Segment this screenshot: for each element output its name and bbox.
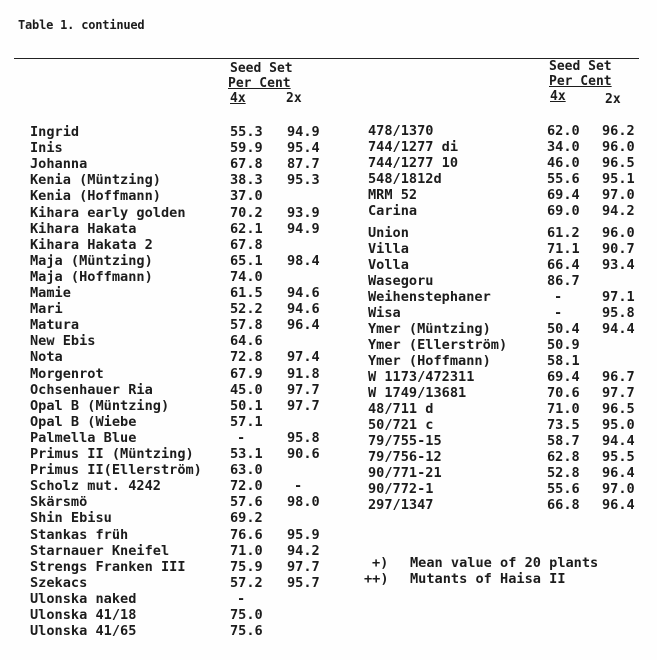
value-4x: 52.2 [230, 301, 263, 318]
table-row [368, 225, 653, 241]
value-2x: 94.6 [287, 285, 320, 301]
table-row [368, 449, 653, 465]
row-name: Primus II(Ellerström) [30, 462, 202, 479]
value-4x: 55.6 [547, 481, 580, 497]
table-row [30, 494, 330, 510]
row-name: New Ebis [30, 333, 96, 350]
value-4x: 69.2 [230, 510, 263, 527]
value-2x: 93.9 [287, 204, 320, 221]
table-row [30, 607, 330, 623]
left-col-4x: 4x [230, 91, 246, 106]
value-4x: - [237, 590, 246, 607]
value-4x: 75.6 [230, 623, 263, 640]
row-name: Ymer (Müntzing) [368, 321, 491, 337]
table-row [30, 366, 330, 382]
row-name: W 1173/472311 [368, 369, 475, 385]
value-4x: - [237, 429, 246, 446]
table-row [368, 171, 653, 187]
table-row [368, 353, 653, 369]
table-row [368, 337, 653, 353]
row-name: Maja (Müntzing) [30, 252, 153, 269]
value-4x: 63.0 [230, 462, 263, 479]
value-4x: 34.0 [547, 139, 580, 155]
row-name: Szekacs [30, 574, 88, 591]
row-name: Ulonska naked [30, 590, 137, 607]
row-name: Ulonska 41/65 [30, 623, 137, 640]
value-4x: 86.7 [547, 273, 580, 289]
value-2x: 94.9 [287, 220, 320, 237]
table-row [30, 446, 330, 462]
row-name: 50/721 c [368, 417, 434, 433]
value-4x: 64.6 [230, 333, 263, 350]
value-2x: 96.4 [602, 497, 635, 513]
value-2x: 95.8 [602, 305, 635, 321]
value-4x: 50.4 [547, 321, 580, 337]
table-row [30, 382, 330, 398]
row-name: 478/1370 [368, 123, 434, 139]
table-row [30, 414, 330, 430]
row-name: Opal B (Wiebe [30, 413, 137, 430]
value-4x: 73.5 [547, 417, 580, 433]
footnote-text: Mean value of 20 plants [410, 555, 599, 571]
row-name: 79/755-15 [368, 433, 442, 449]
value-4x: 65.1 [230, 252, 263, 269]
table-row [30, 285, 330, 301]
table-row [368, 433, 653, 449]
value-4x: 57.1 [230, 413, 263, 430]
table-row [368, 241, 653, 257]
row-name: Kenia (Hoffmann) [30, 188, 161, 205]
table-row [368, 187, 653, 203]
value-4x: 71.0 [547, 401, 580, 417]
header-rule [14, 58, 639, 59]
value-2x: 97.7 [602, 385, 635, 401]
value-2x: 96.2 [602, 123, 635, 139]
left-header [228, 61, 293, 91]
value-2x: 98.0 [287, 494, 320, 511]
table-row [30, 430, 330, 446]
value-4x: - [554, 305, 563, 321]
value-2x: 93.4 [602, 257, 635, 273]
table-row [368, 385, 653, 401]
table-row [30, 317, 330, 333]
row-name: Kenia (Müntzing) [30, 172, 161, 189]
value-2x: 98.4 [287, 252, 320, 269]
left-col-2x: 2x [286, 91, 302, 106]
value-2x: 95.1 [602, 171, 635, 187]
row-name: Union [368, 225, 409, 241]
value-4x: 46.0 [547, 155, 580, 171]
row-name: W 1749/13681 [368, 385, 467, 401]
row-name: 548/1812d [368, 171, 442, 187]
row-name: 744/1277 di [368, 139, 459, 155]
value-4x: 70.2 [230, 204, 263, 221]
row-name: 744/1277 10 [368, 155, 459, 171]
row-name: Nota [30, 349, 63, 366]
value-2x: 94.2 [287, 542, 320, 559]
row-name: Morgenrot [30, 365, 104, 382]
row-name: Villa [368, 241, 409, 257]
row-name: Wasegoru [368, 273, 434, 289]
row-name: Volla [368, 257, 409, 273]
value-4x: 57.8 [230, 317, 263, 334]
value-4x: 53.1 [230, 446, 263, 462]
value-2x: 90.7 [602, 241, 635, 257]
table-row [368, 305, 653, 321]
value-4x: - [554, 289, 563, 305]
row-name: Johanna [30, 156, 88, 173]
table-row [30, 237, 330, 253]
row-name: 79/756-12 [368, 449, 442, 465]
table-row [368, 155, 653, 171]
table-row [30, 188, 330, 204]
value-4x: 61.2 [547, 225, 580, 241]
table-row [30, 462, 330, 478]
left-header-line1: Seed Set [230, 61, 293, 76]
value-4x: 70.6 [547, 385, 580, 401]
table-row [368, 497, 653, 513]
row-name: Scholz mut. 4242 [30, 478, 161, 495]
footnote-1 [372, 555, 652, 571]
right-col-4x: 4x [550, 89, 566, 104]
value-4x: 38.3 [230, 172, 263, 189]
table-row [368, 401, 653, 417]
value-4x: 58.7 [547, 433, 580, 449]
row-name: Maja (Hoffmann) [30, 268, 153, 285]
value-2x: 95.4 [287, 140, 320, 157]
table-row [30, 591, 330, 607]
value-2x: 91.8 [287, 365, 320, 382]
value-2x: 94.9 [287, 124, 320, 140]
right-header-line2: Per Cent [549, 74, 612, 89]
value-2x: 96.7 [602, 369, 635, 385]
row-name: Mamie [30, 285, 71, 301]
value-4x: 62.8 [547, 449, 580, 465]
value-4x: 45.0 [230, 381, 263, 398]
row-name: Kihara Hakata 2 [30, 236, 153, 253]
row-name: Palmella Blue [30, 429, 137, 446]
value-4x: 55.6 [547, 171, 580, 187]
table-row [368, 417, 653, 433]
value-4x: 71.0 [230, 542, 263, 559]
value-4x: 69.4 [547, 187, 580, 203]
footnote-mark: ++) [364, 571, 389, 587]
value-2x: - [294, 478, 303, 495]
table-row [368, 481, 653, 497]
value-2x: 94.4 [602, 321, 635, 337]
value-4x: 67.8 [230, 236, 263, 253]
table-row [30, 156, 330, 172]
value-4x: 57.6 [230, 494, 263, 511]
value-4x: 57.2 [230, 574, 263, 591]
value-2x: 96.0 [602, 225, 635, 241]
value-2x: 97.7 [287, 558, 320, 575]
table-row [368, 289, 653, 305]
table-row [368, 203, 653, 219]
value-2x: 94.2 [602, 203, 635, 219]
table-row [30, 527, 330, 543]
value-4x: 75.0 [230, 607, 263, 623]
row-name: Strengs Franken III [30, 558, 186, 575]
value-4x: 72.0 [230, 478, 263, 495]
table-row [30, 559, 330, 575]
table-row [30, 124, 330, 140]
value-2x: 96.4 [287, 317, 320, 334]
row-name: Skärsmö [30, 494, 88, 511]
row-name: Kihara early golden [30, 204, 186, 221]
right-col-2x: 2x [605, 92, 621, 107]
row-name: Stankas früh [30, 526, 129, 543]
row-name: 90/772-1 [368, 481, 434, 497]
table-row [30, 253, 330, 269]
footnote-mark: +) [372, 555, 389, 571]
value-2x: 95.8 [287, 429, 320, 446]
row-name: 90/771-21 [368, 465, 442, 481]
value-2x: 95.7 [287, 574, 320, 591]
value-2x: 95.0 [602, 417, 635, 433]
value-4x: 69.4 [547, 369, 580, 385]
table-row [368, 123, 653, 139]
value-2x: 95.9 [287, 526, 320, 543]
value-4x: 74.0 [230, 268, 263, 285]
row-name: MRM 52 [368, 187, 418, 203]
table-row [368, 273, 653, 289]
table-row [368, 257, 653, 273]
row-name: Ulonska 41/18 [30, 607, 137, 623]
value-4x: 62.0 [547, 123, 580, 139]
table-row [30, 575, 330, 591]
value-4x: 50.1 [230, 397, 263, 414]
value-4x: 50.9 [547, 337, 580, 353]
row-name: Weihenstephaner [368, 289, 491, 305]
table-caption: Table 1. continued [18, 18, 145, 32]
row-name: Wisa [368, 305, 401, 321]
row-name: Starnauer Kneifel [30, 542, 170, 559]
value-4x: 72.8 [230, 349, 263, 366]
table-row [30, 333, 330, 349]
row-name: Kihara Hakata [30, 220, 137, 237]
row-name: Opal B (Müntzing) [30, 397, 170, 414]
row-name: Ochsenhauer Ria [30, 381, 153, 398]
value-4x: 71.1 [547, 241, 580, 257]
value-4x: 66.8 [547, 497, 580, 513]
right-header-line1: Seed Set [549, 59, 612, 74]
value-4x: 52.8 [547, 465, 580, 481]
row-name: Ymer (Hoffmann) [368, 353, 491, 369]
row-name: Ymer (Ellerström) [368, 337, 508, 353]
value-4x: 76.6 [230, 526, 263, 543]
table-row [368, 321, 653, 337]
value-2x: 96.5 [602, 401, 635, 417]
value-4x: 55.3 [230, 124, 263, 140]
value-2x: 97.7 [287, 397, 320, 414]
value-4x: 69.0 [547, 203, 580, 219]
value-2x: 97.4 [287, 349, 320, 366]
value-4x: 67.9 [230, 365, 263, 382]
table-row [30, 301, 330, 317]
value-2x: 97.0 [602, 187, 635, 203]
left-header-line2: Per Cent [228, 76, 291, 91]
table-row [30, 269, 330, 285]
value-4x: 75.9 [230, 558, 263, 575]
table-row [30, 172, 330, 188]
table-row [30, 221, 330, 237]
value-2x: 94.4 [602, 433, 635, 449]
value-2x: 95.5 [602, 449, 635, 465]
value-4x: 67.8 [230, 156, 263, 173]
table-row [30, 510, 330, 526]
value-4x: 66.4 [547, 257, 580, 273]
table-row [30, 140, 330, 156]
value-2x: 97.1 [602, 289, 635, 305]
row-name: Inis [30, 140, 63, 157]
value-2x: 96.0 [602, 139, 635, 155]
table-row [368, 465, 653, 481]
value-4x: 61.5 [230, 285, 263, 301]
table-row [30, 623, 330, 639]
value-4x: 62.1 [230, 220, 263, 237]
row-name: Shin Ebisu [30, 510, 112, 527]
footnote-text: Mutants of Haisa II [410, 571, 566, 587]
row-name: 48/711 d [368, 401, 434, 417]
table-row [30, 478, 330, 494]
table-row [30, 543, 330, 559]
value-2x: 96.5 [602, 155, 635, 171]
value-4x: 59.9 [230, 140, 263, 157]
row-name: Carina [368, 203, 418, 219]
value-2x: 96.4 [602, 465, 635, 481]
value-2x: 90.6 [287, 446, 320, 462]
table-row [30, 205, 330, 221]
table-row [368, 139, 653, 155]
value-4x: 58.1 [547, 353, 580, 369]
value-2x: 95.3 [287, 172, 320, 189]
value-2x: 87.7 [287, 156, 320, 173]
row-name: Mari [30, 301, 63, 318]
row-name: Primus II (Müntzing) [30, 446, 194, 462]
right-header [549, 59, 612, 89]
value-2x: 94.6 [287, 301, 320, 318]
row-name: 297/1347 [368, 497, 434, 513]
row-name: Ingrid [30, 124, 80, 140]
table-row [30, 398, 330, 414]
value-4x: 37.0 [230, 188, 263, 205]
value-2x: 97.7 [287, 381, 320, 398]
table-row [30, 349, 330, 365]
table-row [368, 369, 653, 385]
footnote-2 [364, 571, 652, 587]
value-2x: 97.0 [602, 481, 635, 497]
row-name: Matura [30, 317, 80, 334]
